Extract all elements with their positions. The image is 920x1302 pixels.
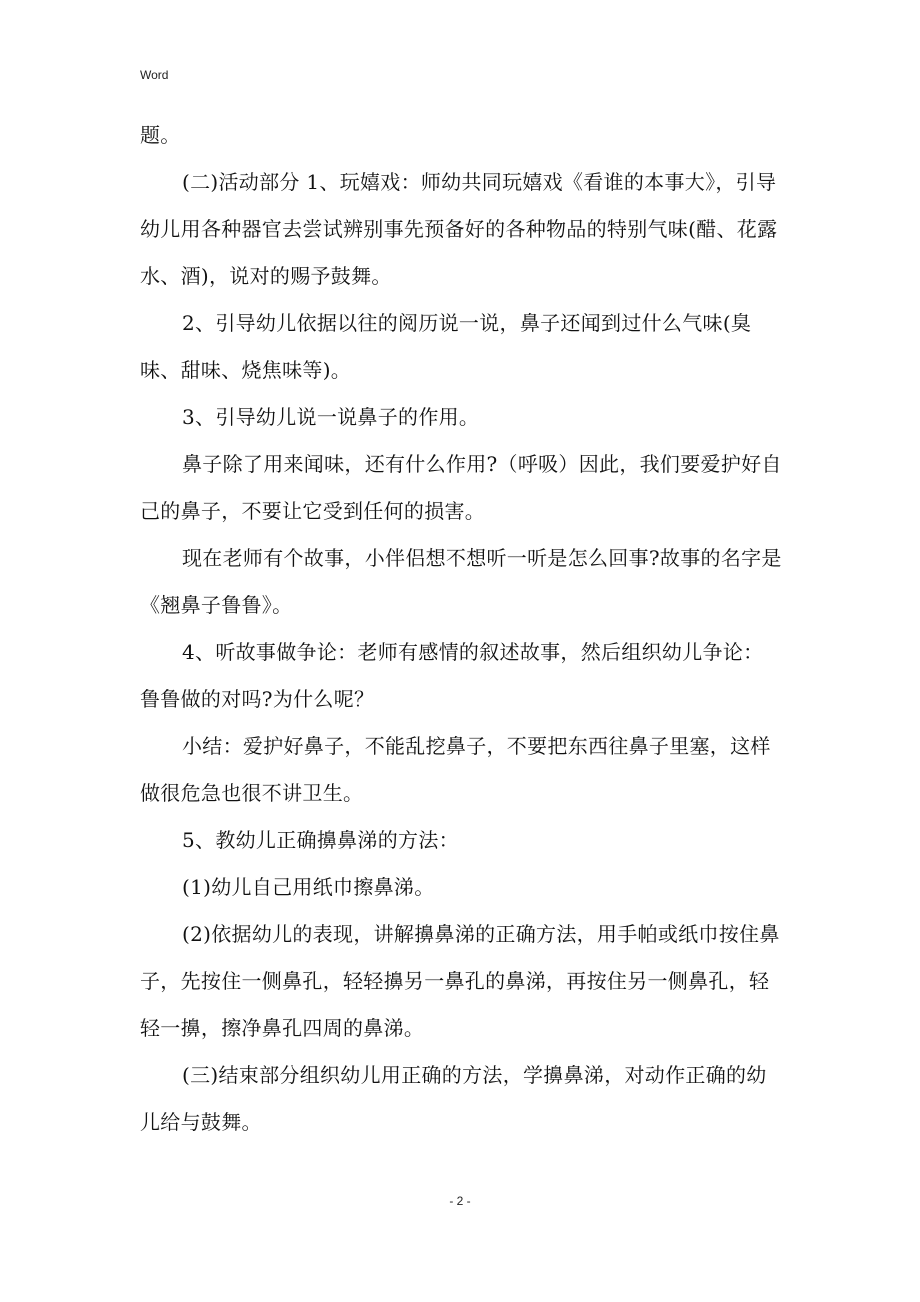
header-label: Word <box>140 68 169 82</box>
paragraph: (1)幼儿自己用纸巾擦鼻涕。 <box>182 875 435 899</box>
page-number: - 2 - <box>449 1194 471 1208</box>
paragraph: 5、教幼儿正确擤鼻涕的方法： <box>182 828 459 852</box>
document-body <box>140 112 782 1146</box>
paragraph: (二)活动部分 1、玩嬉戏：师幼共同玩嬉戏《看谁的本事大》，引导幼儿用各种器官去尝试辨别事先预备好的各种物品的特别气味(醋、花露水、酒)，说对的赐予鼓舞。 <box>140 170 778 288</box>
paragraph: 鼻子除了用来闻味，还有什么作用?（呼吸）因此，我们要爱护好自己的鼻子，不要让它受到任何的损害。 <box>140 452 782 523</box>
paragraph: (2)依据幼儿的表现，讲解擤鼻涕的正确方法，用手帕或纸巾按住鼻子，先按住一侧鼻孔，轻轻擤另一鼻孔的鼻涕，再按住另一侧鼻孔，轻轻一擤，擦净鼻孔四周的鼻涕。 <box>140 922 780 1040</box>
paragraph: 3、引导幼儿说一说鼻子的作用。 <box>182 405 480 429</box>
paragraph: 题。 <box>140 123 181 147</box>
paragraph: 2、引导幼儿依据以往的阅历说一说，鼻子还闻到过什么气味(臭味、甜味、烧焦味等)。 <box>140 311 752 382</box>
paragraph: 小结：爱护好鼻子，不能乱挖鼻子，不要把东西往鼻子里塞，这样做很危急也很不讲卫生。 <box>140 734 771 805</box>
paragraph: 现在老师有个故事，小伴侣想不想听一听是怎么回事?故事的名字是《翘鼻子鲁鲁》。 <box>140 546 782 617</box>
paragraph: 4、听故事做争论：老师有感情的叙述故事，然后组织幼儿争论：鲁鲁做的对吗?为什么呢？ <box>140 640 764 711</box>
paragraph: (三)结束部分组织幼儿用正确的方法，学擤鼻涕，对动作正确的幼儿给与鼓舞。 <box>140 1063 767 1134</box>
